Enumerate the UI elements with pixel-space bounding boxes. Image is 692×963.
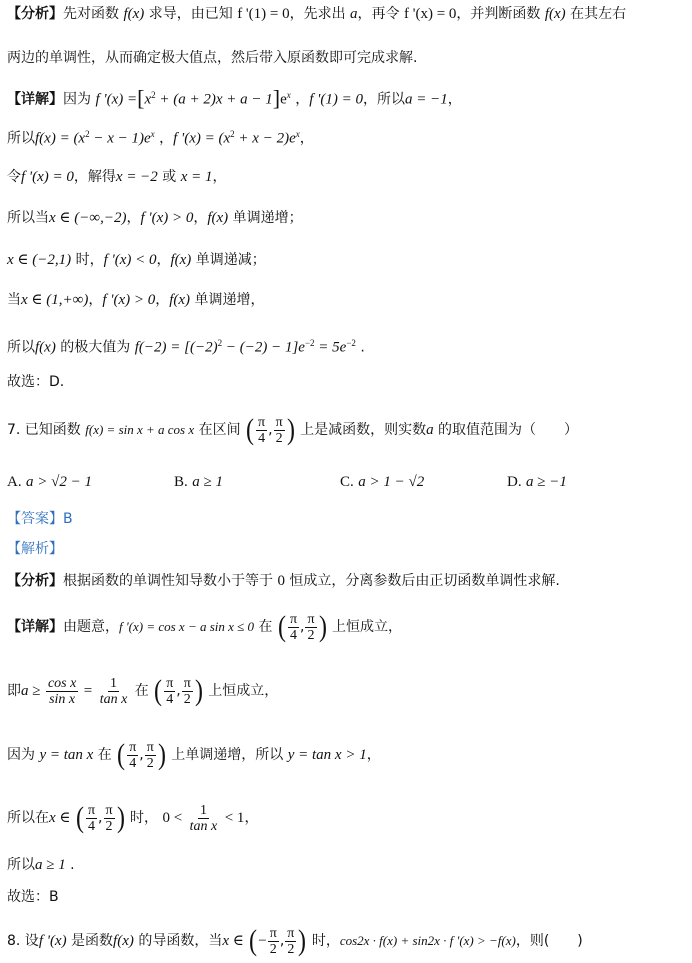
option-c[interactable]: C. a > 1 − √2 <box>340 474 425 490</box>
detail-line-1: 【详解】因为 f '$(x) =[x^2 + (a + 2)x + a - 1]e^x$ ，f '(1) = 0，所以a = −1， <box>7 85 462 111</box>
detail-q7-line-1: 【详解】由题意，f '(x) = cos x − a sin x ≤ 0 在 ( $\frac{\pi}{4}$ , $\frac{\pi}{2}$ ) 上恒成立， <box>7 610 403 643</box>
question-7: 7. 已知函数 f(x) = sin x + a cos x 在区间 ( $\frac{\pi}{4}$ , $\frac{\pi}{2}$ ) 上是减函数，则实数a 的取值范围为（ ） <box>7 413 579 446</box>
option-d[interactable]: D. a ≥ −1 <box>507 474 567 490</box>
detail-line-5: x ∈ (−2,1) 时，f '(x) < 0，f(x) 单调递减； <box>7 252 266 268</box>
analysis-line-2: 两边的单调性，从而确定极大值点，然后带入原函数即可完成求解. <box>7 50 418 66</box>
option-a[interactable]: A. a > √2 − 1 <box>7 474 93 490</box>
detail-q7-line-5: 所以a ≥ 1 . <box>7 857 75 873</box>
detail-q7-line-3: 因为 y = tan x 在 ( $\frac{\pi}{4}$ , $\frac{\pi}{2}$ ) 上单调递增，所以 y = tan x > 1， <box>7 738 381 771</box>
detail-line-6: 当x ∈ (1,+∞)，f '(x) > 0，f(x) 单调递增， <box>7 292 265 308</box>
solution-label: 【解析】 <box>7 541 63 557</box>
analysis-tag: 【分析】 <box>7 6 63 22</box>
analysis-line-1: 【分析】先对函数 f(x) 求导，由已知 f '(1) = 0，先求出 a，再令 f '(x) = 0，并判断函数 f(x) 在其左右 <box>7 6 627 22</box>
detail-line-3: 令f '(x) = 0，解得x = −2 或 x = 1， <box>7 169 227 185</box>
question-8: 8. 设f '(x) 是函数f(x) 的导函数，当x ∈ ( − $\frac{\pi}{2}$ , $\frac{\pi}{2}$ ) 时，cos2x · f(x) + sin2x · f '(x) > −f(x)，则( ) <box>7 924 583 957</box>
answer-b-line: 故选：B <box>7 889 59 905</box>
detail-line-7: 所以f(x) 的极大值为 $f(-2) = [(-2)^2 - (-2) - 1]e^{-2} = 5e^{-2}$ . <box>7 338 365 356</box>
answer-label: 【答案】B <box>7 511 73 527</box>
answer-d-line: 故选：D. <box>7 374 65 390</box>
analysis-q7: 【分析】根据函数的单调性知导数小于等于 0 恒成立，分离参数后由正切函数单调性求解. <box>7 573 560 589</box>
detail-line-2: 所以$f(x) = (x^2 - x - 1)e^x$ ，f '$(x) = (x^2 + x - 2)e^x$， <box>7 129 314 147</box>
option-b[interactable]: B. a ≥ 1 <box>174 474 223 490</box>
detail-q7-line-2: 即a ≥ $\frac{\text{cos x}}{\text{sin x}}$ = $\frac{1}{\text{tan x}}$ 在 ( $\frac{\pi}{4}$ , $\frac{\pi}{2}$ ) 上恒成立， <box>7 674 279 707</box>
detail-line-4: 所以当x ∈ (−∞,−2)，f '(x) > 0，f(x) 单调递增； <box>7 210 303 226</box>
interval-pi4-pi2: ( $\frac{\pi}{4}$ , $\frac{\pi}{2}$ ) <box>246 413 295 446</box>
detail-q7-line-4: 所以在x ∈ ( $\frac{\pi}{4}$ , $\frac{\pi}{2}$ ) 时， 0 < $\frac{1}{\text{tan x}}$ < 1， <box>7 801 259 834</box>
